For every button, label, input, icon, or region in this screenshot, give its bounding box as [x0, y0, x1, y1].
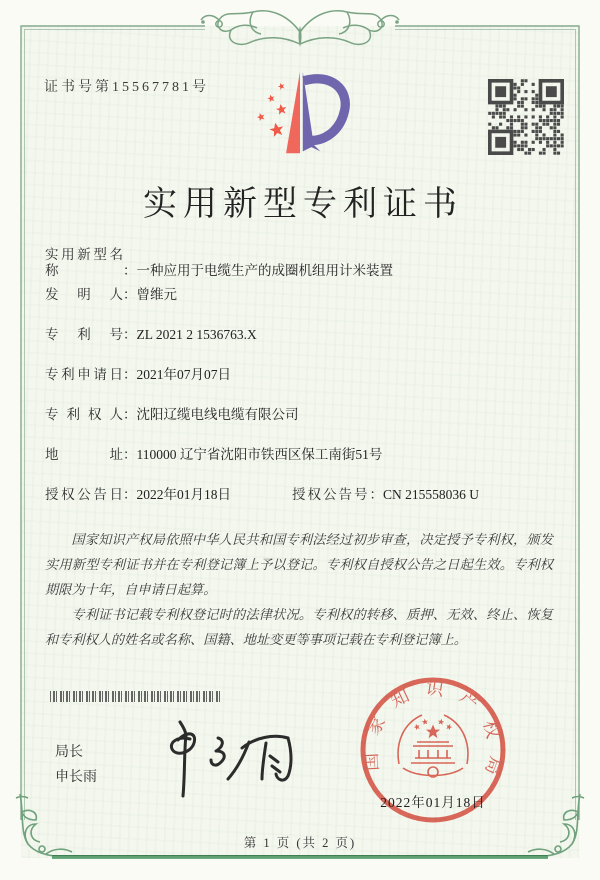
grant-number-group: 授权公告号：CN 215558036 U — [292, 487, 480, 502]
legal-paragraph-2: 专利证书记载专利权登记时的法律状况。专利权的转移、质押、无效、终止、恢复和专利权人的姓名或名称、国籍、地址变更等事项记载在专利登记簿上。 — [45, 607, 553, 647]
legal-paragraph-1: 国家知识产权局依照中华人民共和国专利法经过初步审查，决定授予专利权，颁发实用新型专利证书并在专利登记簿上予以登记。专利权自授权公告之日起生效。专利权期限为十年，自申请日起算。 — [45, 532, 553, 597]
field-label: 专利申请日 — [45, 367, 123, 382]
grant-date-value: 2022年01月18日 — [136, 487, 231, 502]
field-row-patentee: 专利权人：沈阳辽缆电线电缆有限公司 — [45, 407, 299, 422]
director-signature — [150, 712, 320, 807]
field-value: 一种应用于电缆生产的成圈机组用计米装置 — [136, 263, 393, 278]
field-row-patent-number: 专利号：ZL 2021 2 1536763.X — [45, 327, 257, 342]
page-number: 第 1 页 (共 2 页) — [243, 836, 357, 850]
legal-text — [45, 527, 553, 652]
cnipa-logo — [242, 66, 358, 170]
field-value: 沈阳辽缆电线电缆有限公司 — [136, 407, 299, 422]
field-row-inventor: 发明人：曾维元 — [45, 287, 177, 302]
certificate-title: 实用新型专利证书 — [143, 186, 463, 223]
field-row-invention-name: 实用新型名称 ：一种应用于电缆生产的成圈机组用计米装置 — [45, 247, 393, 278]
field-label: 专利号 — [45, 327, 123, 342]
field-row-grant: 授权公告日：2022年01月18日 授权公告号：CN 215558036 U — [45, 487, 480, 502]
field-label: 实用新型名称 — [45, 247, 123, 278]
field-value: 曾维元 — [136, 287, 177, 302]
certificate-fields — [45, 247, 555, 527]
field-label: 授权公告号 — [292, 487, 370, 502]
director-title: 局长 — [55, 745, 83, 760]
field-label: 地址 — [45, 447, 123, 462]
field-label: 专利权人 — [45, 407, 123, 422]
national-emblem — [398, 715, 468, 777]
seal-ring-text: 国家知识产权局 — [360, 677, 507, 792]
bottom-rule — [52, 855, 548, 859]
qr-code — [488, 79, 564, 155]
field-value: ZL 2021 2 1536763.X — [136, 327, 257, 342]
director-name: 申长雨 — [55, 770, 97, 785]
field-row-filing-date: 专利申请日：2021年07月07日 — [45, 367, 231, 382]
field-row-address: 地址：110000 辽宁省沈阳市铁西区保工南街51号 — [45, 447, 383, 462]
field-label: 发明人 — [45, 287, 123, 302]
field-label: 授权公告日 — [45, 487, 123, 502]
director-block — [55, 740, 97, 790]
field-value: 110000 辽宁省沈阳市铁西区保工南街51号 — [136, 447, 383, 462]
seal-date: 2022年01月18日 — [380, 795, 486, 810]
field-value: 2021年07月07日 — [136, 367, 231, 382]
barcode — [50, 691, 220, 702]
certificate-number: 证书号第15567781号 — [44, 80, 209, 95]
grant-number-value: CN 215558036 U — [383, 487, 480, 502]
